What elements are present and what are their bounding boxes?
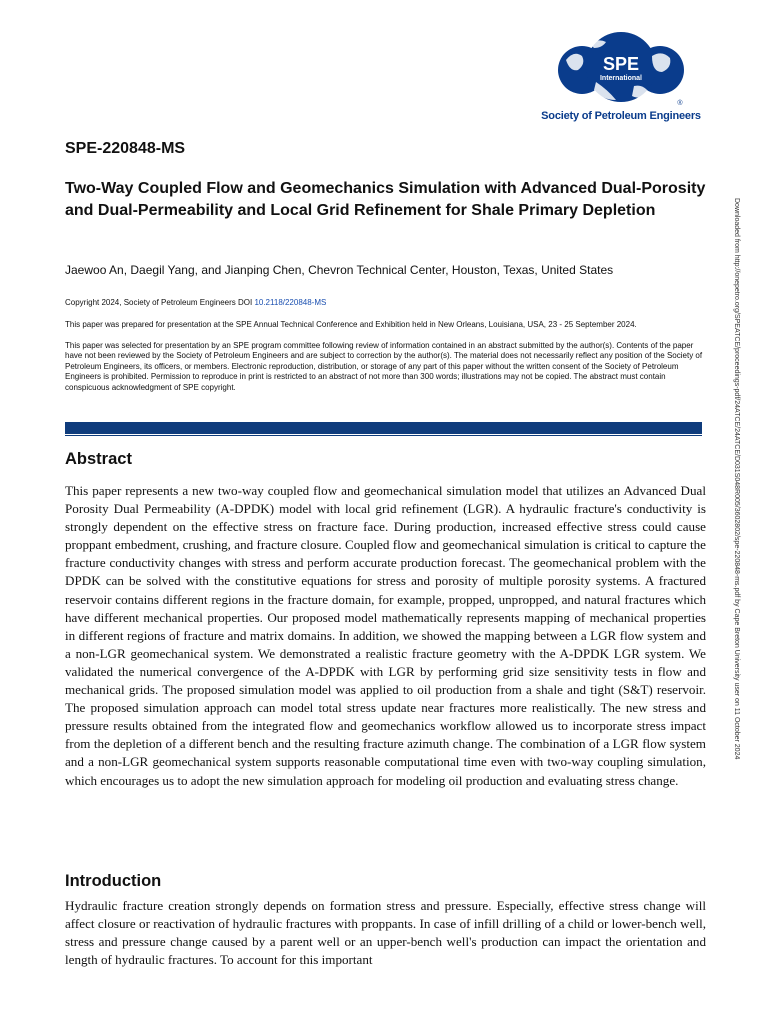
globe-logo-icon (556, 30, 686, 110)
section-divider (65, 422, 702, 434)
copyright-line (65, 298, 326, 307)
author-line: Jaewoo An, Daegil Yang, and Jianping Chen, Chevron Technical Center, Houston, Texas, United States (65, 263, 614, 277)
abstract-heading: Abstract (65, 450, 132, 468)
abstract-body: This paper represents a new two-way coupled flow and geomechanical simulation model that utilizes an Advanced Dual Porosity Dual Permeability (A-DPDK) model with local grid refinement (LGR). A hydraulic fracture's conductivity is strongly dependent on the effective stress on fracture face. During production, increased effective stress could cause proppant embedment, crushing, and fracture closure. Coupled flow and geomechanical simulation is critical to capture the fracture conductivity changes with stress and perform accurate production forecast. The geomechanical problem with the DPDK can be solved with the constitutive equations for stress and porosity of multiple porosity systems. A fractured reservoir contains different regions in the fracture domain, for example, propped, unpropped, and natural fractures which have different mechanical properties. Our proposed model mathematically represents mapping of mechanical properties in different regions of fracture and matrix domains. In addition, we showed the mapping between a LGR flow system and a non-LGR geomechanical system. We demonstrated a realistic fracture geometry with the A-DPDK LGR system. We validated the numerical convergence of the A-DPDK with LGR by performing grid size sensitivity tests in flow and mechanical grids. The proposed simulation model was applied to oil production from a shale and tight (S&T) reservoir. The proposed simulation approach can model total stress update near fractures more realistically. The new stress and pressure results obtained from the integrated flow and geomechanics workflow allowed us to incorporate stress impact from the depletion of a different bench and the resulting fracture azimuth change. The combination of a LGR flow system and a non-LGR geomechanical system supports reasonable computational time even with two-way coupling simulation, which encourages us to adopt the new simulation approach for modeling oil production and evaluating stress change. (65, 483, 706, 788)
registered-mark: ® (677, 100, 683, 107)
paper-title: Two-Way Coupled Flow and Geomechanics Simulation with Advanced Dual-Porosity and Dual-Permeability and Local Grid Refinement for Shale Primary Depletion (65, 180, 706, 219)
introduction-heading: Introduction (65, 872, 162, 890)
doi-link[interactable]: 10.2118/220848-MS (254, 298, 327, 307)
spe-logo (538, 30, 704, 126)
logo-caption: Society of Petroleum Engineers (541, 110, 701, 122)
logo-subtitle: International (599, 75, 643, 82)
disclaimer-text: This paper was selected for presentation by an SPE program committee following review of information contained in an abstract submitted by the author(s). Contents of the paper have not been reviewed by the Society of Petroleum Engineers and are subject to correction by the author(s). The material does not necessarily reflect any position of the Society of Petroleum Engineers, its officers, or members. Electronic reproduction, distribution, or storage of any part of this paper without the written consent of the Society of Petroleum Engineers is prohibited. Permission to reproduce in print is restricted to an abstract of not more than 300 words; illustrations may not be copied. The abstract must contain conspicuous acknowledgment of SPE copyright. (65, 341, 703, 392)
copyright-text: Copyright 2024, Society of Petroleum Engineers DOI (65, 298, 255, 307)
paper-number: SPE-220848-MS (65, 140, 186, 157)
download-notice: Downloaded from http://onepetro.org/SPEATCE/proceedings-pdf/24ATCE/24ATCE/D031S048R005/3602802/spe-220848-ms.pdf by Cape Breton University user on 11 October 2024 (733, 198, 740, 760)
logo-initials: SPE (602, 54, 640, 74)
presentation-note: This paper was prepared for presentation at the SPE Annual Technical Conference and Exhibition held in New Orleans, Louisiana, USA, 23 - 25 September 2024. (65, 320, 637, 329)
introduction-body: Hydraulic fracture creation strongly depends on formation stress and pressure. Especially, effective stress change will affect closure or reactivation of hydraulic fractures with proppants. In case of infill drilling of a child or lower-bench well, stress and pressure change caused by a parent well or an upper-bench well's production can impact the orientation and length of hydraulic fractures. To account for this important (65, 898, 706, 968)
